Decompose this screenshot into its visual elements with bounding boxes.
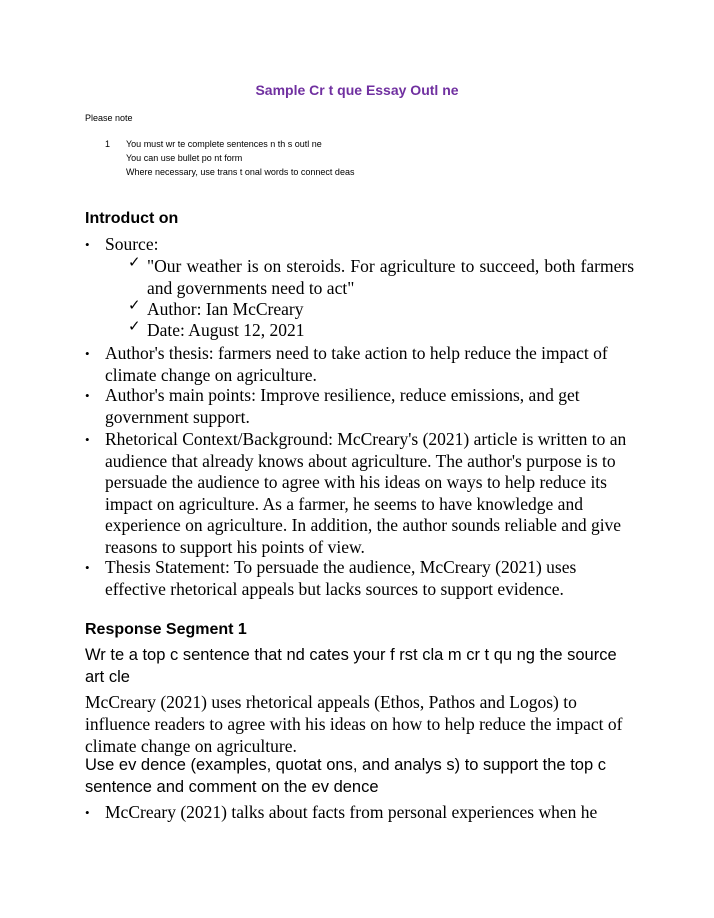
bullet-source: [85, 234, 635, 256]
bullet-icon: •: [85, 388, 90, 403]
bullet-icon: •: [85, 560, 90, 575]
response-segment-heading: Response Segment 1: [85, 621, 247, 638]
bullet-icon: •: [85, 237, 90, 252]
bullet-thesis: [85, 343, 635, 386]
bullet-icon: •: [85, 805, 90, 820]
bullet-evidence: [85, 802, 635, 824]
note-list: [105, 137, 354, 179]
source-quote: "Our weather is on steroids. For agriculture to succeed, both farmers and governments need to act": [147, 256, 634, 298]
check-item-date: [128, 320, 634, 342]
check-item-quote: [128, 256, 634, 299]
bullet-text: Rhetorical Context/Background: McCreary's (2021) article is written to an audience that already knows about agriculture. The author's purpose is to persuade the audience to agree with his ideas on ways to help reduce its impact on agriculture. As a farmer, he seems to have knowledge and experience on agriculture. In addition, the author sounds reliable and give reasons to support his points of view.: [105, 429, 627, 557]
bullet-thesis-statement: [85, 557, 635, 600]
bullet-icon: •: [85, 346, 90, 361]
list-item: You can use bullet po nt form: [126, 153, 243, 163]
bullet-text: Author's thesis: farmers need to take action to help reduce the impact of climate change on agriculture.: [105, 343, 608, 385]
check-icon: ✓: [128, 255, 141, 271]
bullet-main-points: [85, 385, 635, 428]
bullet-icon: •: [85, 432, 90, 447]
check-item-author: [128, 299, 634, 321]
source-date: Date: August 12, 2021: [147, 320, 305, 340]
bullet-text: McCreary (2021) talks about facts from personal experiences when he: [105, 802, 598, 822]
note-label: Please note: [85, 113, 133, 123]
source-label: Source:: [105, 234, 159, 254]
list-number: 1: [105, 139, 111, 149]
instruction-topic-sentence: Wr te a top c sentence that nd cates your f rst cla m cr t qu ng the source art cle: [85, 646, 617, 686]
bullet-text: Thesis Statement: To persuade the audience, McCreary (2021) uses effective rhetorical appeals but lacks sources to support evidence.: [105, 557, 577, 599]
list-item: You must wr te complete sentences n th s outl ne: [126, 139, 322, 149]
introduction-heading: Introduct on: [85, 210, 179, 227]
check-icon: ✓: [128, 298, 141, 314]
bullet-text: Author's main points: Improve resilience, reduce emissions, and get government support.: [105, 385, 580, 427]
source-author: Author: Ian McCreary: [147, 299, 304, 319]
document-title: Sample Cr t que Essay Outl ne: [255, 82, 459, 98]
instruction-evidence: Use ev dence (examples, quotat ons, and analys s) to support the top c sentence and comment on the ev dence: [85, 756, 606, 796]
list-item: Where necessary, use trans t onal words to connect deas: [126, 167, 355, 177]
topic-sentence: McCreary (2021) uses rhetorical appeals (Ethos, Pathos and Logos) to influence readers to agree with his ideas on how to help reduce the impact of climate change on agriculture.: [85, 692, 623, 756]
check-icon: ✓: [128, 319, 141, 335]
bullet-context: [85, 429, 635, 558]
